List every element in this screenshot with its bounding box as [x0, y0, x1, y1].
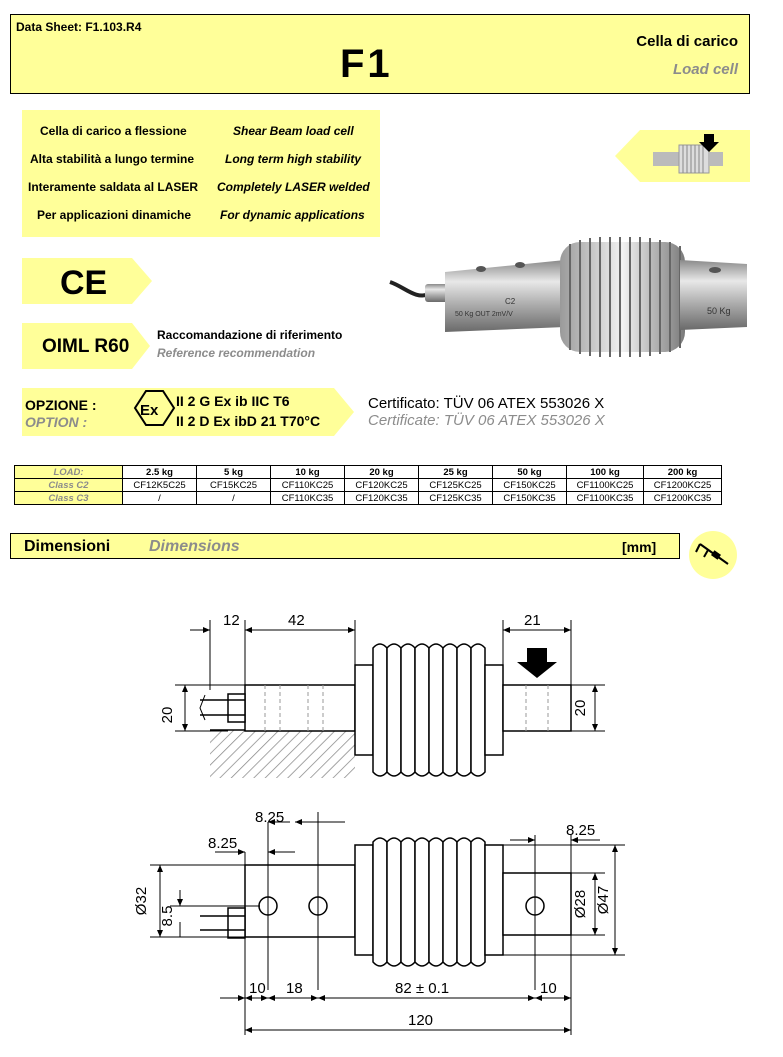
dim-120: 120	[408, 1012, 434, 1029]
option-label-italian: OPZIONE :	[25, 397, 97, 413]
table-cell: CF110KC25	[271, 479, 345, 492]
table-cell: CF125KC35	[419, 492, 493, 505]
dim-825-top: 8.25	[255, 809, 285, 826]
dim-21: 21	[524, 612, 541, 629]
ce-mark-badge	[22, 258, 152, 304]
dim-42: 42	[288, 612, 305, 629]
load-arrow-icon	[517, 648, 557, 678]
header-cell: 50 kg	[493, 466, 567, 479]
dimensions-unit: [mm]	[622, 539, 657, 555]
dim-height-left: 20	[159, 706, 176, 724]
header-cell: 10 kg	[271, 466, 345, 479]
feature-en-3: Completely LASER welded	[217, 180, 370, 194]
feature-en-2: Long term high stability	[225, 152, 362, 166]
dim-phi47: Ø47	[595, 885, 612, 915]
feature-it-2: Alta stabilità a lungo termine	[30, 152, 195, 166]
dimensions-label-english: Dimensions	[149, 538, 240, 555]
dim-825-right: 8.25	[566, 822, 596, 839]
top-view	[200, 838, 571, 966]
dim-10-right: 10	[540, 980, 557, 997]
feature-en-4: For dynamic applications	[220, 208, 365, 222]
table-row	[15, 479, 722, 492]
photo-label-class: C2	[505, 297, 516, 306]
dim-12: 12	[223, 612, 240, 629]
ce-mark-text: CE	[60, 264, 108, 302]
dimensions-bar	[10, 533, 680, 559]
subtitle-italian: Cella di carico	[636, 33, 738, 50]
certificate-italian: Certificato: TÜV 06 ATEX 553026 X	[368, 395, 605, 412]
feature-en-1: Shear Beam load cell	[233, 124, 354, 138]
row-label: Class C2	[15, 479, 123, 492]
table-cell: CF120KC35	[345, 492, 419, 505]
table-cell: CF120KC25	[345, 479, 419, 492]
atex-marking-gas: II 2 G Ex ib IIC T6	[176, 393, 290, 409]
features-box	[22, 110, 380, 237]
page-title: F1	[340, 42, 393, 86]
table-row	[15, 492, 722, 505]
dim-phi32: Ø32	[133, 886, 150, 916]
oiml-desc-italian: Raccomandazione di riferimento	[157, 328, 343, 342]
table-cell: CF1200KC25	[644, 479, 722, 492]
table-cell: CF1100KC35	[567, 492, 644, 505]
photo-label-capacity-end: 50 Kg	[707, 306, 731, 316]
table-cell: CF150KC25	[493, 479, 567, 492]
table-cell: /	[123, 492, 197, 505]
table-cell: /	[197, 492, 271, 505]
header-cell: 200 kg	[644, 466, 722, 479]
feature-it-3: Interamente saldata al LASER	[28, 180, 199, 194]
load-cell-photo	[385, 232, 755, 362]
table-header-row	[15, 466, 722, 479]
photo-label-capacity: 50 Kg OUT 2mV/V	[455, 311, 513, 318]
dimensions-label-italian: Dimensioni	[24, 538, 111, 555]
header-cell: 25 kg	[419, 466, 493, 479]
table-cell: CF1200KC35	[644, 492, 722, 505]
dim-phi28: Ø28	[572, 889, 589, 919]
feature-it-1: Cella di carico a flessione	[40, 124, 187, 138]
subtitle-english: Load cell	[672, 61, 738, 78]
load-direction-icon	[615, 130, 750, 182]
header-cell: 5 kg	[197, 466, 271, 479]
certificate-english: Certificate: TÜV 06 ATEX 553026 X	[368, 412, 605, 429]
side-view	[200, 644, 571, 778]
dim-82: 82 ± 0.1	[395, 980, 450, 997]
oiml-label: OIML R60	[42, 336, 130, 357]
dim-18: 18	[286, 980, 303, 997]
header-load: LOAD:	[15, 466, 123, 479]
load-table	[14, 465, 722, 505]
caliper-icon	[688, 530, 738, 580]
ex-symbol: Ex	[140, 402, 159, 419]
atex-marking-dust: II 2 D Ex ibD 21 T70°C	[176, 413, 321, 429]
dim-825-left: 8.25	[208, 835, 238, 852]
table-cell: CF15KC25	[197, 479, 271, 492]
header-cell: 20 kg	[345, 466, 419, 479]
dim-85: 8.5	[159, 905, 176, 927]
row-label: Class C3	[15, 492, 123, 505]
header-cell: 100 kg	[567, 466, 644, 479]
oiml-desc-english: Reference recommendation	[157, 346, 316, 360]
dim-10-left: 10	[249, 980, 266, 997]
header-cell: 2.5 kg	[123, 466, 197, 479]
table-cell: CF110KC35	[271, 492, 345, 505]
table-cell: CF125KC25	[419, 479, 493, 492]
option-label-english: OPTION :	[25, 414, 88, 430]
table-cell: CF150KC35	[493, 492, 567, 505]
table-cell: CF12K5C25	[123, 479, 197, 492]
table-cell: CF1100KC25	[567, 479, 644, 492]
datasheet-code: Data Sheet: F1.103.R4	[16, 20, 142, 34]
dim-height-right: 20	[572, 699, 589, 717]
dimension-drawing	[0, 590, 783, 1040]
feature-it-4: Per applicazioni dinamiche	[37, 208, 192, 222]
